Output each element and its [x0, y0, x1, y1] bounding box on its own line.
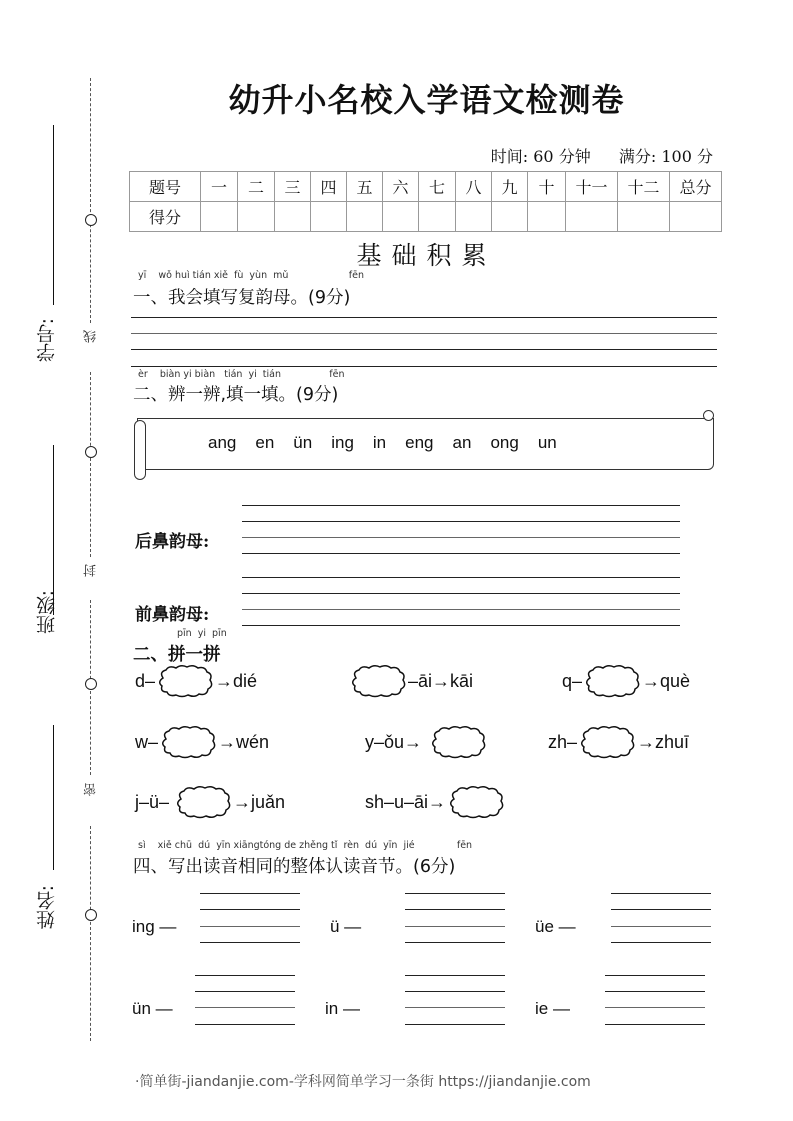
syllable-label: ün —: [132, 999, 173, 1018]
page-title: 幼升小名校入学语文检测卷: [228, 81, 625, 119]
score-cell[interactable]: [201, 202, 238, 232]
front-nasal-label: 前鼻韵母:: [135, 605, 210, 625]
score-cell[interactable]: [383, 202, 419, 232]
q4-pinyin: sì xiě chū dú yīn xiāngtóng de zhěng tǐ rèn dú yīn jié fēn: [138, 840, 473, 851]
pinyin-item: sh–u–āi→: [365, 785, 506, 819]
binding-hole-icon: [85, 678, 97, 690]
score-cell[interactable]: [275, 202, 311, 232]
name-field[interactable]: [53, 725, 54, 870]
score-cell[interactable]: [566, 202, 618, 232]
footer-watermark: ·简单街-jiandanjie.com-学科网简单学习一条街 https://jiandanjie.com: [135, 1074, 591, 1090]
column-header: 四: [311, 172, 347, 202]
pinyin-item: j–ü– →juǎn: [135, 785, 285, 819]
seal-char-seal: 封: [84, 564, 99, 577]
back-nasal-label: 后鼻韵母:: [135, 532, 210, 552]
pinyin-item: d– →dié: [135, 664, 257, 698]
score-cell[interactable]: [347, 202, 383, 232]
column-header: 七: [419, 172, 456, 202]
column-header: 十二: [618, 172, 670, 202]
column-header: 一: [201, 172, 238, 202]
column-header: 总分: [670, 172, 722, 202]
vowel-item: ong: [490, 433, 519, 452]
cloud-answer-box[interactable]: [158, 725, 218, 759]
column-header: 九: [492, 172, 528, 202]
scroll-curl-icon: [703, 410, 714, 421]
score-cell[interactable]: [492, 202, 528, 232]
row-header: 得分: [130, 202, 201, 232]
column-header: 五: [347, 172, 383, 202]
score-table-header-row: [130, 172, 722, 202]
score-table: [129, 171, 722, 232]
pinyin-item: y–ǒu→: [365, 725, 488, 759]
column-header: 二: [238, 172, 275, 202]
student-id-label: 学号:: [36, 318, 58, 363]
vowel-item: an: [452, 433, 472, 452]
column-header: 十: [528, 172, 566, 202]
syllable-label: in —: [325, 999, 360, 1018]
syllable-label: ing —: [132, 917, 177, 936]
q4-heading: 四、写出读音相同的整体认读音节。(6分): [133, 857, 456, 877]
vowel-item: un: [537, 433, 557, 452]
cloud-answer-box[interactable]: [173, 785, 233, 819]
q3-pinyin: pīn yi pīn: [177, 628, 227, 639]
vowel-item: eng: [405, 433, 434, 452]
cloud-answer-box[interactable]: [446, 785, 506, 819]
score-cell[interactable]: [419, 202, 456, 232]
binding-hole-icon: [85, 214, 97, 226]
column-header: 八: [456, 172, 492, 202]
class-label: 班级:: [36, 590, 58, 635]
pinyin-item: q– →què: [562, 664, 690, 698]
total-score-cell[interactable]: [670, 202, 722, 232]
q2-heading: 二、辨一辨,填一填。(9分): [133, 385, 339, 405]
q1-pinyin: yī wǒ huì tián xiě fù yùn mǔ fēn: [138, 270, 365, 281]
pinyin-item: zh– →zhuī: [548, 725, 689, 759]
exam-meta: [491, 144, 713, 167]
score-cell[interactable]: [456, 202, 492, 232]
vowel-item: ing: [331, 433, 354, 452]
time-limit: 时间: 60 分钟: [490, 147, 591, 166]
vowel-item: en: [255, 433, 275, 452]
score-cell[interactable]: [618, 202, 670, 232]
binding-hole-icon: [85, 446, 97, 458]
scroll-roll-icon: [134, 420, 146, 480]
vowel-item: ang: [208, 433, 237, 452]
vowel-item: ün: [293, 433, 313, 452]
row-header: 题号: [130, 172, 201, 202]
q2-pinyin: èr biàn yi biàn tián yi tián fēn: [138, 369, 345, 380]
syllable-label: üe —: [535, 917, 576, 936]
pinyin-item: –āi→kāi: [348, 664, 473, 698]
score-table-score-row: [130, 202, 722, 232]
score-cell[interactable]: [311, 202, 347, 232]
column-header: 六: [383, 172, 419, 202]
seal-dashed-line: [90, 372, 91, 557]
full-score: 满分: 100 分: [618, 147, 713, 166]
student-id-field[interactable]: [53, 125, 54, 305]
vowel-list: [208, 433, 576, 453]
cloud-answer-box[interactable]: [577, 725, 637, 759]
seal-char-line: 线: [84, 330, 99, 343]
section-title: 基础积累: [356, 241, 497, 270]
binding-hole-icon: [85, 909, 97, 921]
cloud-answer-box[interactable]: [155, 664, 215, 698]
seal-dashed-line: [90, 826, 91, 1041]
q1-heading: 一、我会填写复韵母。(9分): [133, 288, 351, 308]
syllable-label: ü —: [330, 917, 362, 936]
vowel-item: in: [372, 433, 387, 452]
cloud-answer-box[interactable]: [348, 664, 408, 698]
cloud-answer-box[interactable]: [582, 664, 642, 698]
syllable-label: ie —: [535, 999, 570, 1018]
name-label: 姓名:: [36, 885, 58, 930]
score-cell[interactable]: [238, 202, 275, 232]
cloud-answer-box[interactable]: [428, 725, 488, 759]
column-header: 三: [275, 172, 311, 202]
column-header: 十一: [566, 172, 618, 202]
q3-heading: 二、拼一拼: [133, 645, 221, 665]
pinyin-item: w– →wén: [135, 725, 269, 759]
score-cell[interactable]: [528, 202, 566, 232]
seal-char-secret: 密: [84, 783, 99, 796]
